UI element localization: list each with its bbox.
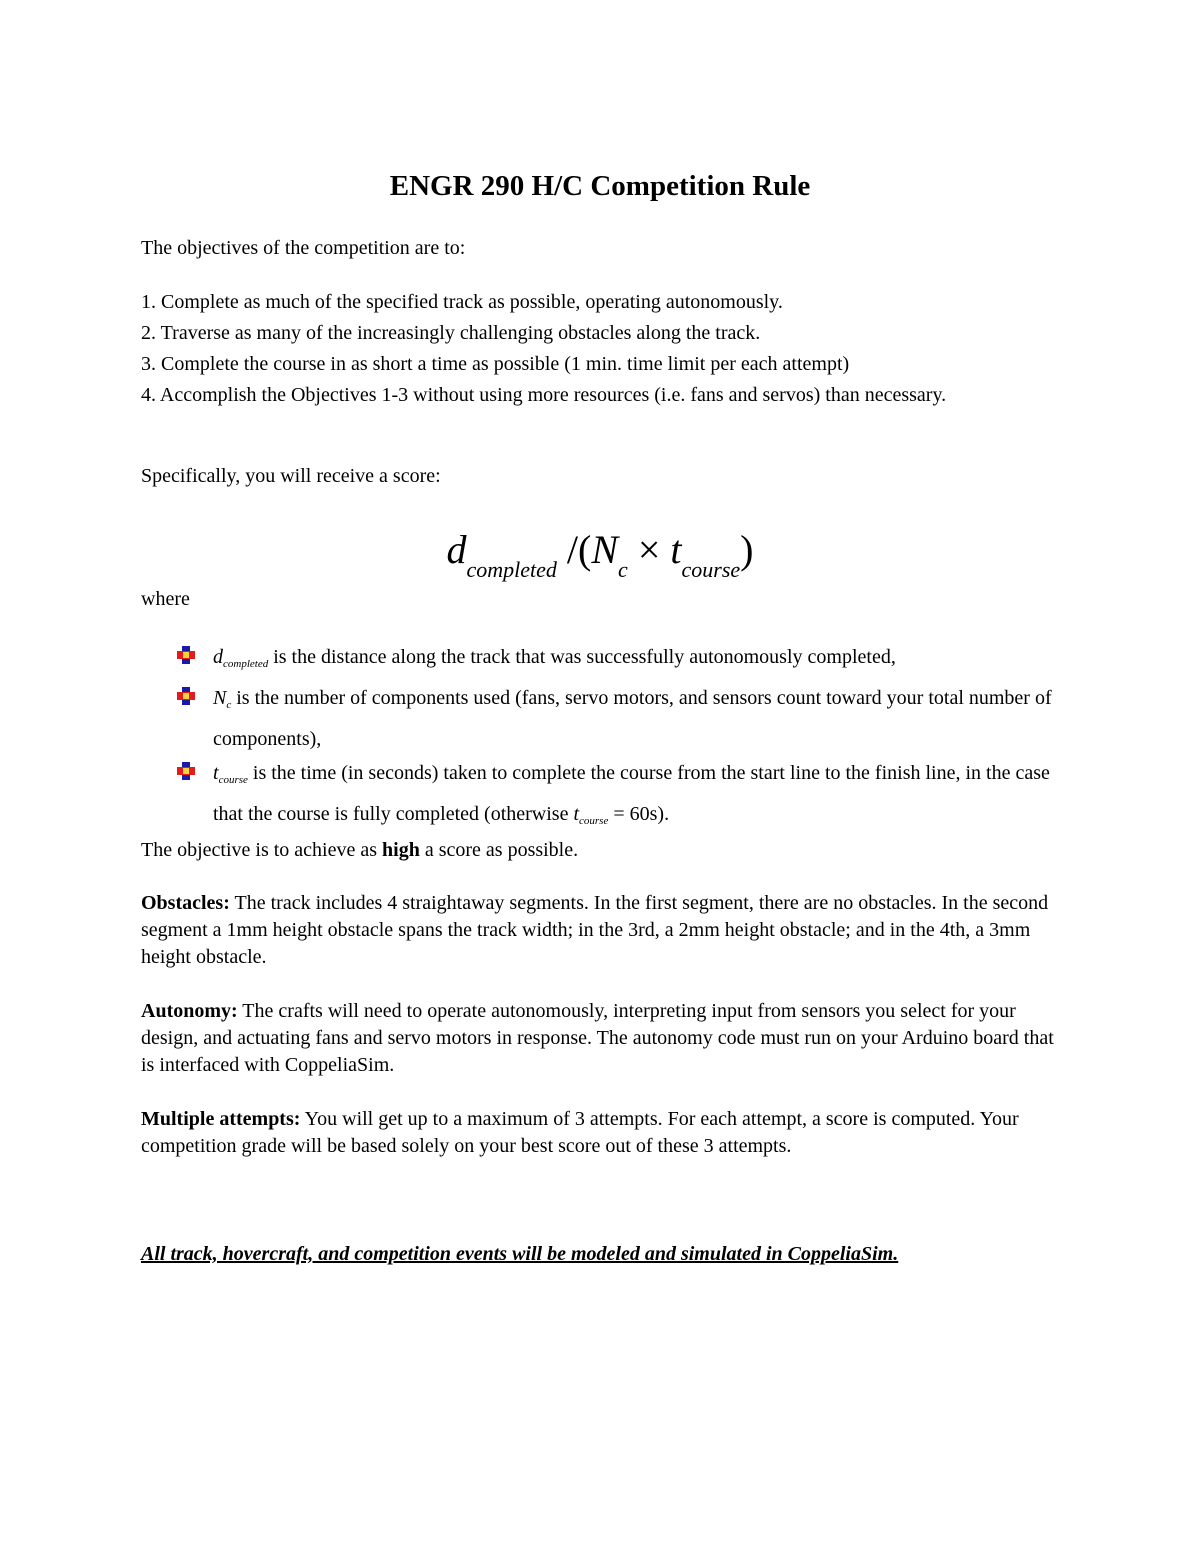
list-item <box>175 681 1075 756</box>
formula-t-sub: course <box>681 557 741 582</box>
formula-d: d <box>446 527 467 572</box>
arrow-bullet-icon <box>175 760 197 782</box>
def-var-inline: t <box>573 803 580 825</box>
obstacles-text: The track includes 4 straightaway segments. In the first segment, there are no obstacles. In the second segment a 1mm height obstacle spans the track width; in the 3rd, a 2mm height obstacle; and in the 4th, a 3mm height obstacle. <box>141 892 1049 968</box>
formula-times: × <box>637 527 661 572</box>
formula-n-sub: c <box>618 557 628 582</box>
formula-n: N <box>591 527 619 572</box>
where-text: where <box>141 588 190 610</box>
attempts-text: You will get up to a maximum of 3 attempts. For each attempt, a score is computed. Your competition grade will be based solely on your best score out of these 3 attempts. <box>141 1108 1019 1157</box>
attempts-label: Multiple attempts: <box>141 1108 301 1130</box>
autonomy-label: Autonomy: <box>141 1000 238 1022</box>
def-var: N <box>213 687 227 709</box>
def-var-sub: course <box>218 774 248 786</box>
definition-list <box>175 640 1075 838</box>
list-item <box>175 640 1075 681</box>
formula-slash: /( <box>566 527 592 572</box>
arrow-bullet-icon <box>175 685 197 707</box>
def-var-sub: c <box>226 699 232 711</box>
def-text: is the distance along the track that was successfully autonomously completed, <box>268 646 896 668</box>
list-item <box>175 756 1075 838</box>
objective-bold: high <box>382 839 420 861</box>
formula-d-sub: completed <box>466 557 557 582</box>
objective-1: 1. Complete as much of the specified track as possible, operating autonomously. <box>141 291 783 313</box>
obstacles-paragraph <box>141 890 1071 971</box>
autonomy-text: The crafts will need to operate autonomously, interpreting input from sensors you select for your design, and actuating fans and servo motors in response. The autonomy code must run on your Arduino board that is interfaced with CoppeliaSim. <box>141 1000 1054 1076</box>
objective-after: a score as possible. <box>419 839 579 861</box>
objective-4: 4. Accomplish the Objectives 1-3 without using more resources (i.e. fans and servos) than necessary. <box>141 384 947 406</box>
def-var-inline-sub: course <box>579 815 609 827</box>
page-title: ENGR 290 H/C Competition Rule <box>389 170 811 202</box>
objective-3: 3. Complete the course in as short a time as possible (1 min. time limit per each attempt) <box>141 353 850 375</box>
intro-text: The objectives of the competition are to: <box>141 237 466 259</box>
formula-close: ) <box>740 527 754 572</box>
obstacles-label: Obstacles: <box>141 892 230 914</box>
objective-statement <box>141 837 1071 864</box>
autonomy-paragraph <box>141 998 1071 1079</box>
def-var-sub: completed <box>223 658 269 670</box>
objective-2: 2. Traverse as many of the increasingly challenging obstacles along the track. <box>141 322 761 344</box>
formula-t: t <box>670 527 682 572</box>
def-text: is the number of components used (fans, servo motors, and sensors count toward your total number of components), <box>213 687 1052 750</box>
def-var: d <box>213 646 223 668</box>
def-tail: = 60s). <box>608 803 670 825</box>
closing-statement: All track, hovercraft, and competition events will be modeled and simulated in CoppeliaSim. <box>141 1243 899 1265</box>
objective-before: The objective is to achieve as <box>141 839 383 861</box>
def-var: t <box>213 762 219 784</box>
def-text: is the time (in seconds) taken to complete the course from the start line to the finish line, in the case that the course is fully completed (otherwise <box>213 762 1050 825</box>
arrow-bullet-icon <box>175 644 197 666</box>
attempts-paragraph <box>141 1106 1071 1160</box>
score-intro: Specifically, you will receive a score: <box>141 465 441 487</box>
